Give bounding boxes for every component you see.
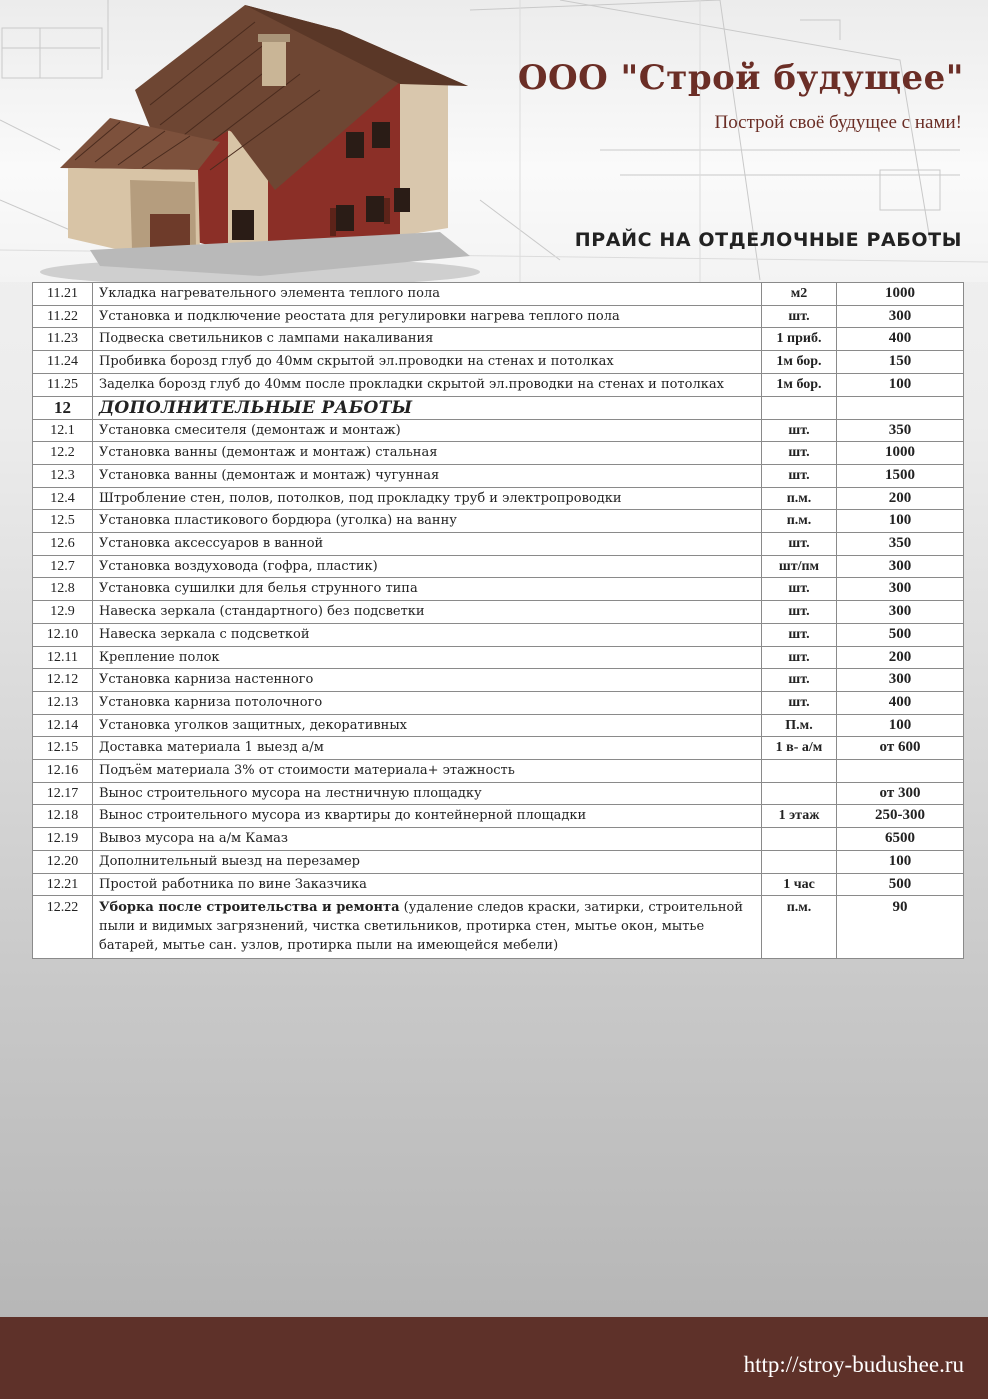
row-unit: п.м.: [762, 487, 837, 510]
table-row: [33, 578, 964, 601]
row-price: 200: [837, 646, 964, 669]
table-row: [33, 419, 964, 442]
section-title: ДОПОЛНИТЕЛЬНЫЕ РАБОТЫ: [93, 396, 762, 419]
row-service-name-details: (удаление следов краски, затирки, строительной пыли и видимых загрязнений, чистка светильников, протирка стен, мытье окон, мытье батарей, мытье сан. узлов, протирка пыли на имеющейся мебели): [99, 900, 744, 954]
row-service-name: Подъём материала 3% от стоимости материала+ этажность: [93, 760, 762, 783]
row-number: 12.20: [33, 850, 93, 873]
row-unit: п.м.: [762, 896, 837, 959]
row-number: 11.24: [33, 351, 93, 374]
row-price: 500: [837, 623, 964, 646]
row-service-name-bold: Уборка после строительства и ремонта: [99, 900, 400, 916]
row-service-name: Вынос строительного мусора на лестничную площадку: [93, 782, 762, 805]
row-unit: [762, 850, 837, 873]
table-row: [33, 328, 964, 351]
row-price: 300: [837, 601, 964, 624]
row-price: 300: [837, 305, 964, 328]
price-table: [32, 282, 964, 959]
row-number: 12.1: [33, 419, 93, 442]
row-unit: шт.: [762, 669, 837, 692]
row-service-name: Установка аксессуаров в ванной: [93, 533, 762, 556]
row-price: 150: [837, 351, 964, 374]
row-service-name: Установка смесителя (демонтаж и монтаж): [93, 419, 762, 442]
row-service-name: Установка карниза настенного: [93, 669, 762, 692]
row-service-name: Укладка нагревательного элемента теплого пола: [93, 283, 762, 306]
row-unit: шт.: [762, 601, 837, 624]
row-unit: шт.: [762, 691, 837, 714]
row-number: 12.12: [33, 669, 93, 692]
table-row: [33, 464, 964, 487]
row-number: 12.22: [33, 896, 93, 959]
price-list-heading: ПРАЙС НА ОТДЕЛОЧНЫЕ РАБОТЫ: [574, 229, 962, 251]
row-price: 350: [837, 419, 964, 442]
table-row: [33, 828, 964, 851]
table-row: [33, 510, 964, 533]
row-service-name: Установка сушилки для белья струнного типа: [93, 578, 762, 601]
row-price: 1000: [837, 283, 964, 306]
row-service-name: [93, 896, 762, 959]
table-row: [33, 373, 964, 396]
row-price: 500: [837, 873, 964, 896]
row-number: 12.19: [33, 828, 93, 851]
row-unit: 1 этаж: [762, 805, 837, 828]
row-unit: 1 приб.: [762, 328, 837, 351]
row-number: 12.4: [33, 487, 93, 510]
table-row: [33, 691, 964, 714]
row-price: 100: [837, 373, 964, 396]
row-number: 12.2: [33, 442, 93, 465]
header-banner: [0, 0, 988, 282]
row-service-name: Заделка борозд глуб до 40мм после прокладки скрытой эл.проводки на стенах и потолках: [93, 373, 762, 396]
row-number: 12.5: [33, 510, 93, 533]
row-number: 11.22: [33, 305, 93, 328]
row-price: 1000: [837, 442, 964, 465]
row-service-name: Установка уголков защитных, декоративных: [93, 714, 762, 737]
row-service-name: Установка и подключение реостата для регулировки нагрева теплого пола: [93, 305, 762, 328]
row-unit: шт.: [762, 623, 837, 646]
row-service-name: Навеска зеркала с подсветкой: [93, 623, 762, 646]
table-row: [33, 737, 964, 760]
row-unit: шт.: [762, 578, 837, 601]
row-service-name: Пробивка борозд глуб до 40мм скрытой эл.проводки на стенах и потолках: [93, 351, 762, 374]
row-unit: м2: [762, 283, 837, 306]
table-row: [33, 646, 964, 669]
row-price: 100: [837, 714, 964, 737]
row-number: 12.15: [33, 737, 93, 760]
row-number: 12.18: [33, 805, 93, 828]
row-price: 90: [837, 896, 964, 959]
section-price-empty: [837, 396, 964, 419]
row-number: 12.21: [33, 873, 93, 896]
row-number: 12.13: [33, 691, 93, 714]
row-unit: шт.: [762, 419, 837, 442]
row-number: 12.7: [33, 555, 93, 578]
row-number: 11.23: [33, 328, 93, 351]
section-row: [33, 396, 964, 419]
row-number: 12.9: [33, 601, 93, 624]
table-row: [33, 714, 964, 737]
row-service-name: Установка карниза потолочного: [93, 691, 762, 714]
row-price: 200: [837, 487, 964, 510]
table-row: [33, 760, 964, 783]
row-unit: 1 час: [762, 873, 837, 896]
row-unit: 1м бор.: [762, 351, 837, 374]
row-service-name: Крепление полок: [93, 646, 762, 669]
row-unit: п.м.: [762, 510, 837, 533]
row-unit: 1м бор.: [762, 373, 837, 396]
row-number: 12.3: [33, 464, 93, 487]
table-row: [33, 351, 964, 374]
row-unit: шт.: [762, 646, 837, 669]
row-service-name: Вывоз мусора на а/м Камаз: [93, 828, 762, 851]
row-number: 12.14: [33, 714, 93, 737]
table-row: [33, 442, 964, 465]
row-unit: П.м.: [762, 714, 837, 737]
row-number: 12.10: [33, 623, 93, 646]
row-price: 300: [837, 669, 964, 692]
company-name: ООО "Строй будущее": [517, 58, 964, 98]
house-illustration: [0, 0, 480, 282]
table-row: [33, 305, 964, 328]
table-row: [33, 850, 964, 873]
table-row: [33, 623, 964, 646]
row-number: 11.21: [33, 283, 93, 306]
row-service-name: Подвеска светильников с лампами накаливания: [93, 328, 762, 351]
row-price: от 300: [837, 782, 964, 805]
row-price: 300: [837, 578, 964, 601]
row-unit: шт/пм: [762, 555, 837, 578]
table-row: [33, 283, 964, 306]
row-unit: [762, 760, 837, 783]
row-unit: шт.: [762, 533, 837, 556]
row-service-name: Установка воздуховода (гофра, пластик): [93, 555, 762, 578]
price-table-container: [32, 282, 963, 959]
row-service-name: Установка ванны (демонтаж и монтаж) чугунная: [93, 464, 762, 487]
row-unit: шт.: [762, 305, 837, 328]
table-row: [33, 805, 964, 828]
section-number: 12: [33, 396, 93, 419]
row-price: 400: [837, 328, 964, 351]
row-unit: [762, 828, 837, 851]
row-price: 100: [837, 510, 964, 533]
row-service-name: Установка пластикового бордюра (уголка) на ванну: [93, 510, 762, 533]
row-price: 100: [837, 850, 964, 873]
row-service-name: Штробление стен, полов, потолков, под прокладку труб и электропроводки: [93, 487, 762, 510]
row-service-name: Установка ванны (демонтаж и монтаж) стальная: [93, 442, 762, 465]
row-price: [837, 760, 964, 783]
row-price: 400: [837, 691, 964, 714]
row-service-name: Доставка материала 1 выезд а/м: [93, 737, 762, 760]
row-unit: шт.: [762, 442, 837, 465]
row-unit: 1 в- а/м: [762, 737, 837, 760]
row-price: 300: [837, 555, 964, 578]
table-row: [33, 601, 964, 624]
row-price: 350: [837, 533, 964, 556]
row-price: 250-300: [837, 805, 964, 828]
row-service-name: Навеска зеркала (стандартного) без подсветки: [93, 601, 762, 624]
row-number: 12.8: [33, 578, 93, 601]
row-number: 11.25: [33, 373, 93, 396]
row-number: 12.17: [33, 782, 93, 805]
section-unit-empty: [762, 396, 837, 419]
row-service-name: Дополнительный выезд на перезамер: [93, 850, 762, 873]
table-row: [33, 487, 964, 510]
row-price: 1500: [837, 464, 964, 487]
company-slogan: Построй своё будущее с нами!: [714, 112, 962, 133]
row-number: 12.11: [33, 646, 93, 669]
table-row-last: [33, 896, 964, 959]
table-row: [33, 555, 964, 578]
row-service-name: Вынос строительного мусора из квартиры до контейнерной площадки: [93, 805, 762, 828]
row-price: 6500: [837, 828, 964, 851]
row-number: 12.6: [33, 533, 93, 556]
table-row: [33, 669, 964, 692]
row-unit: шт.: [762, 464, 837, 487]
table-row: [33, 873, 964, 896]
table-row: [33, 782, 964, 805]
row-unit: [762, 782, 837, 805]
website-url: http://stroy-budushee.ru: [743, 1352, 964, 1377]
row-service-name: Простой работника по вине Заказчика: [93, 873, 762, 896]
row-price: от 600: [837, 737, 964, 760]
row-number: 12.16: [33, 760, 93, 783]
table-row: [33, 533, 964, 556]
